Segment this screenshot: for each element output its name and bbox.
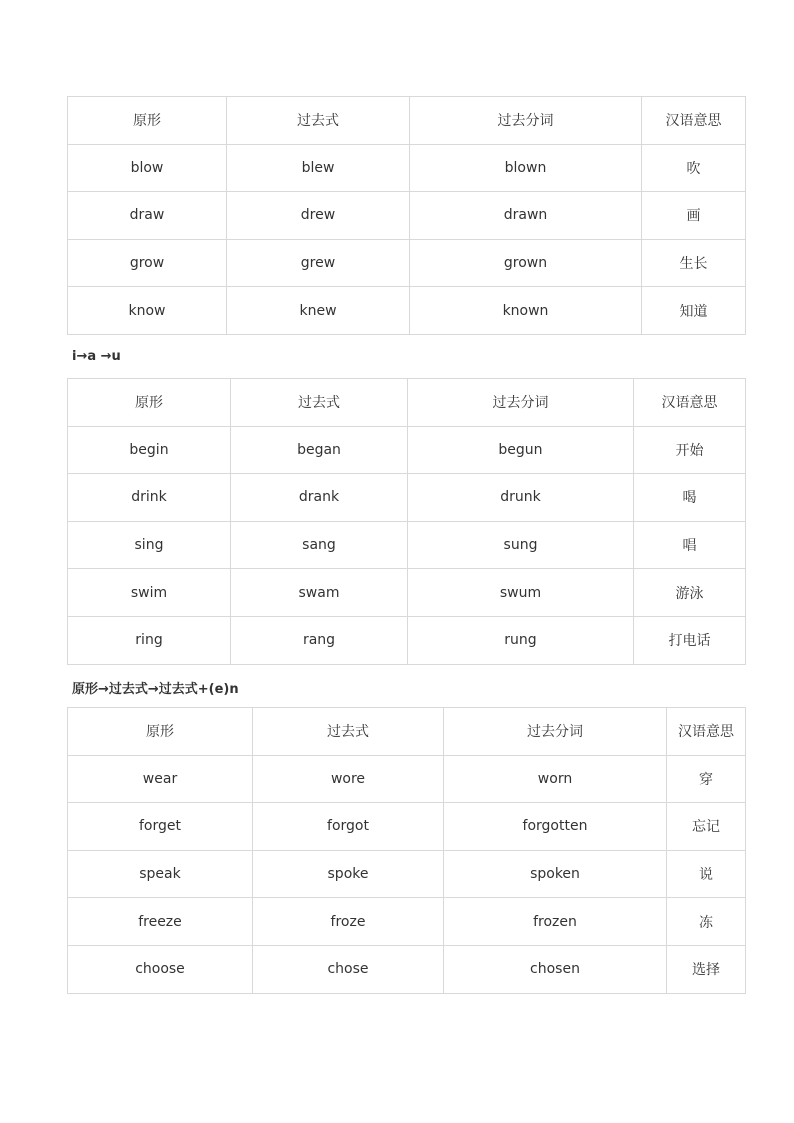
cell-base: choose	[68, 945, 253, 993]
cell-meaning: 打电话	[634, 616, 746, 664]
table-header-row	[68, 97, 746, 145]
table-row	[68, 803, 746, 851]
table-row	[68, 287, 746, 335]
verb-table-1	[67, 96, 746, 335]
verb-table-3	[67, 707, 746, 994]
cell-base: swim	[68, 569, 231, 617]
header-past-participle: 过去分词	[408, 379, 634, 427]
cell-meaning: 知道	[642, 287, 746, 335]
table-header-row	[68, 708, 746, 756]
verb-table-2	[67, 378, 746, 665]
table-row	[68, 850, 746, 898]
cell-past: drank	[231, 474, 408, 522]
cell-participle: swum	[408, 569, 634, 617]
header-past-tense: 过去式	[253, 708, 444, 756]
cell-meaning: 冻	[667, 898, 746, 946]
cell-base: sing	[68, 521, 231, 569]
cell-meaning: 吹	[642, 144, 746, 192]
cell-past: chose	[253, 945, 444, 993]
cell-meaning: 穿	[667, 755, 746, 803]
cell-base: blow	[68, 144, 227, 192]
cell-base: forget	[68, 803, 253, 851]
cell-base: draw	[68, 192, 227, 240]
header-chinese-meaning: 汉语意思	[667, 708, 746, 756]
header-base-form: 原形	[68, 379, 231, 427]
cell-meaning: 游泳	[634, 569, 746, 617]
cell-past: spoke	[253, 850, 444, 898]
cell-participle: worn	[444, 755, 667, 803]
cell-base: know	[68, 287, 227, 335]
table-row	[68, 144, 746, 192]
cell-past: began	[231, 426, 408, 474]
header-chinese-meaning: 汉语意思	[642, 97, 746, 145]
cell-past: swam	[231, 569, 408, 617]
table-row	[68, 192, 746, 240]
table-row	[68, 898, 746, 946]
cell-past: froze	[253, 898, 444, 946]
table-row	[68, 616, 746, 664]
section-label-i-a-u: i→a →u	[72, 349, 121, 364]
cell-participle: drawn	[410, 192, 642, 240]
cell-base: grow	[68, 239, 227, 287]
cell-base: speak	[68, 850, 253, 898]
cell-participle: begun	[408, 426, 634, 474]
table-row	[68, 239, 746, 287]
header-base-form: 原形	[68, 708, 253, 756]
header-past-tense: 过去式	[227, 97, 410, 145]
cell-meaning: 选择	[667, 945, 746, 993]
cell-meaning: 唱	[634, 521, 746, 569]
header-base-form: 原形	[68, 97, 227, 145]
cell-past: rang	[231, 616, 408, 664]
cell-participle: known	[410, 287, 642, 335]
table-row	[68, 474, 746, 522]
cell-past: sang	[231, 521, 408, 569]
cell-participle: chosen	[444, 945, 667, 993]
cell-participle: forgotten	[444, 803, 667, 851]
cell-meaning: 生长	[642, 239, 746, 287]
cell-participle: grown	[410, 239, 642, 287]
cell-meaning: 画	[642, 192, 746, 240]
table-row	[68, 569, 746, 617]
cell-meaning: 喝	[634, 474, 746, 522]
cell-base: drink	[68, 474, 231, 522]
cell-past: drew	[227, 192, 410, 240]
cell-past: blew	[227, 144, 410, 192]
cell-participle: drunk	[408, 474, 634, 522]
section-label-base-past-en: 原形→过去式→过去式+(e)n	[72, 682, 239, 697]
table-row	[68, 945, 746, 993]
table-header-row	[68, 379, 746, 427]
cell-base: begin	[68, 426, 231, 474]
cell-base: wear	[68, 755, 253, 803]
cell-participle: sung	[408, 521, 634, 569]
cell-participle: blown	[410, 144, 642, 192]
header-past-participle: 过去分词	[410, 97, 642, 145]
cell-participle: rung	[408, 616, 634, 664]
cell-base: ring	[68, 616, 231, 664]
header-past-tense: 过去式	[231, 379, 408, 427]
table-row	[68, 755, 746, 803]
cell-meaning: 忘记	[667, 803, 746, 851]
cell-participle: spoken	[444, 850, 667, 898]
cell-past: grew	[227, 239, 410, 287]
cell-past: forgot	[253, 803, 444, 851]
cell-participle: frozen	[444, 898, 667, 946]
header-past-participle: 过去分词	[444, 708, 667, 756]
header-chinese-meaning: 汉语意思	[634, 379, 746, 427]
table-row	[68, 521, 746, 569]
cell-past: wore	[253, 755, 444, 803]
cell-base: freeze	[68, 898, 253, 946]
cell-meaning: 开始	[634, 426, 746, 474]
table-row	[68, 426, 746, 474]
cell-meaning: 说	[667, 850, 746, 898]
cell-past: knew	[227, 287, 410, 335]
